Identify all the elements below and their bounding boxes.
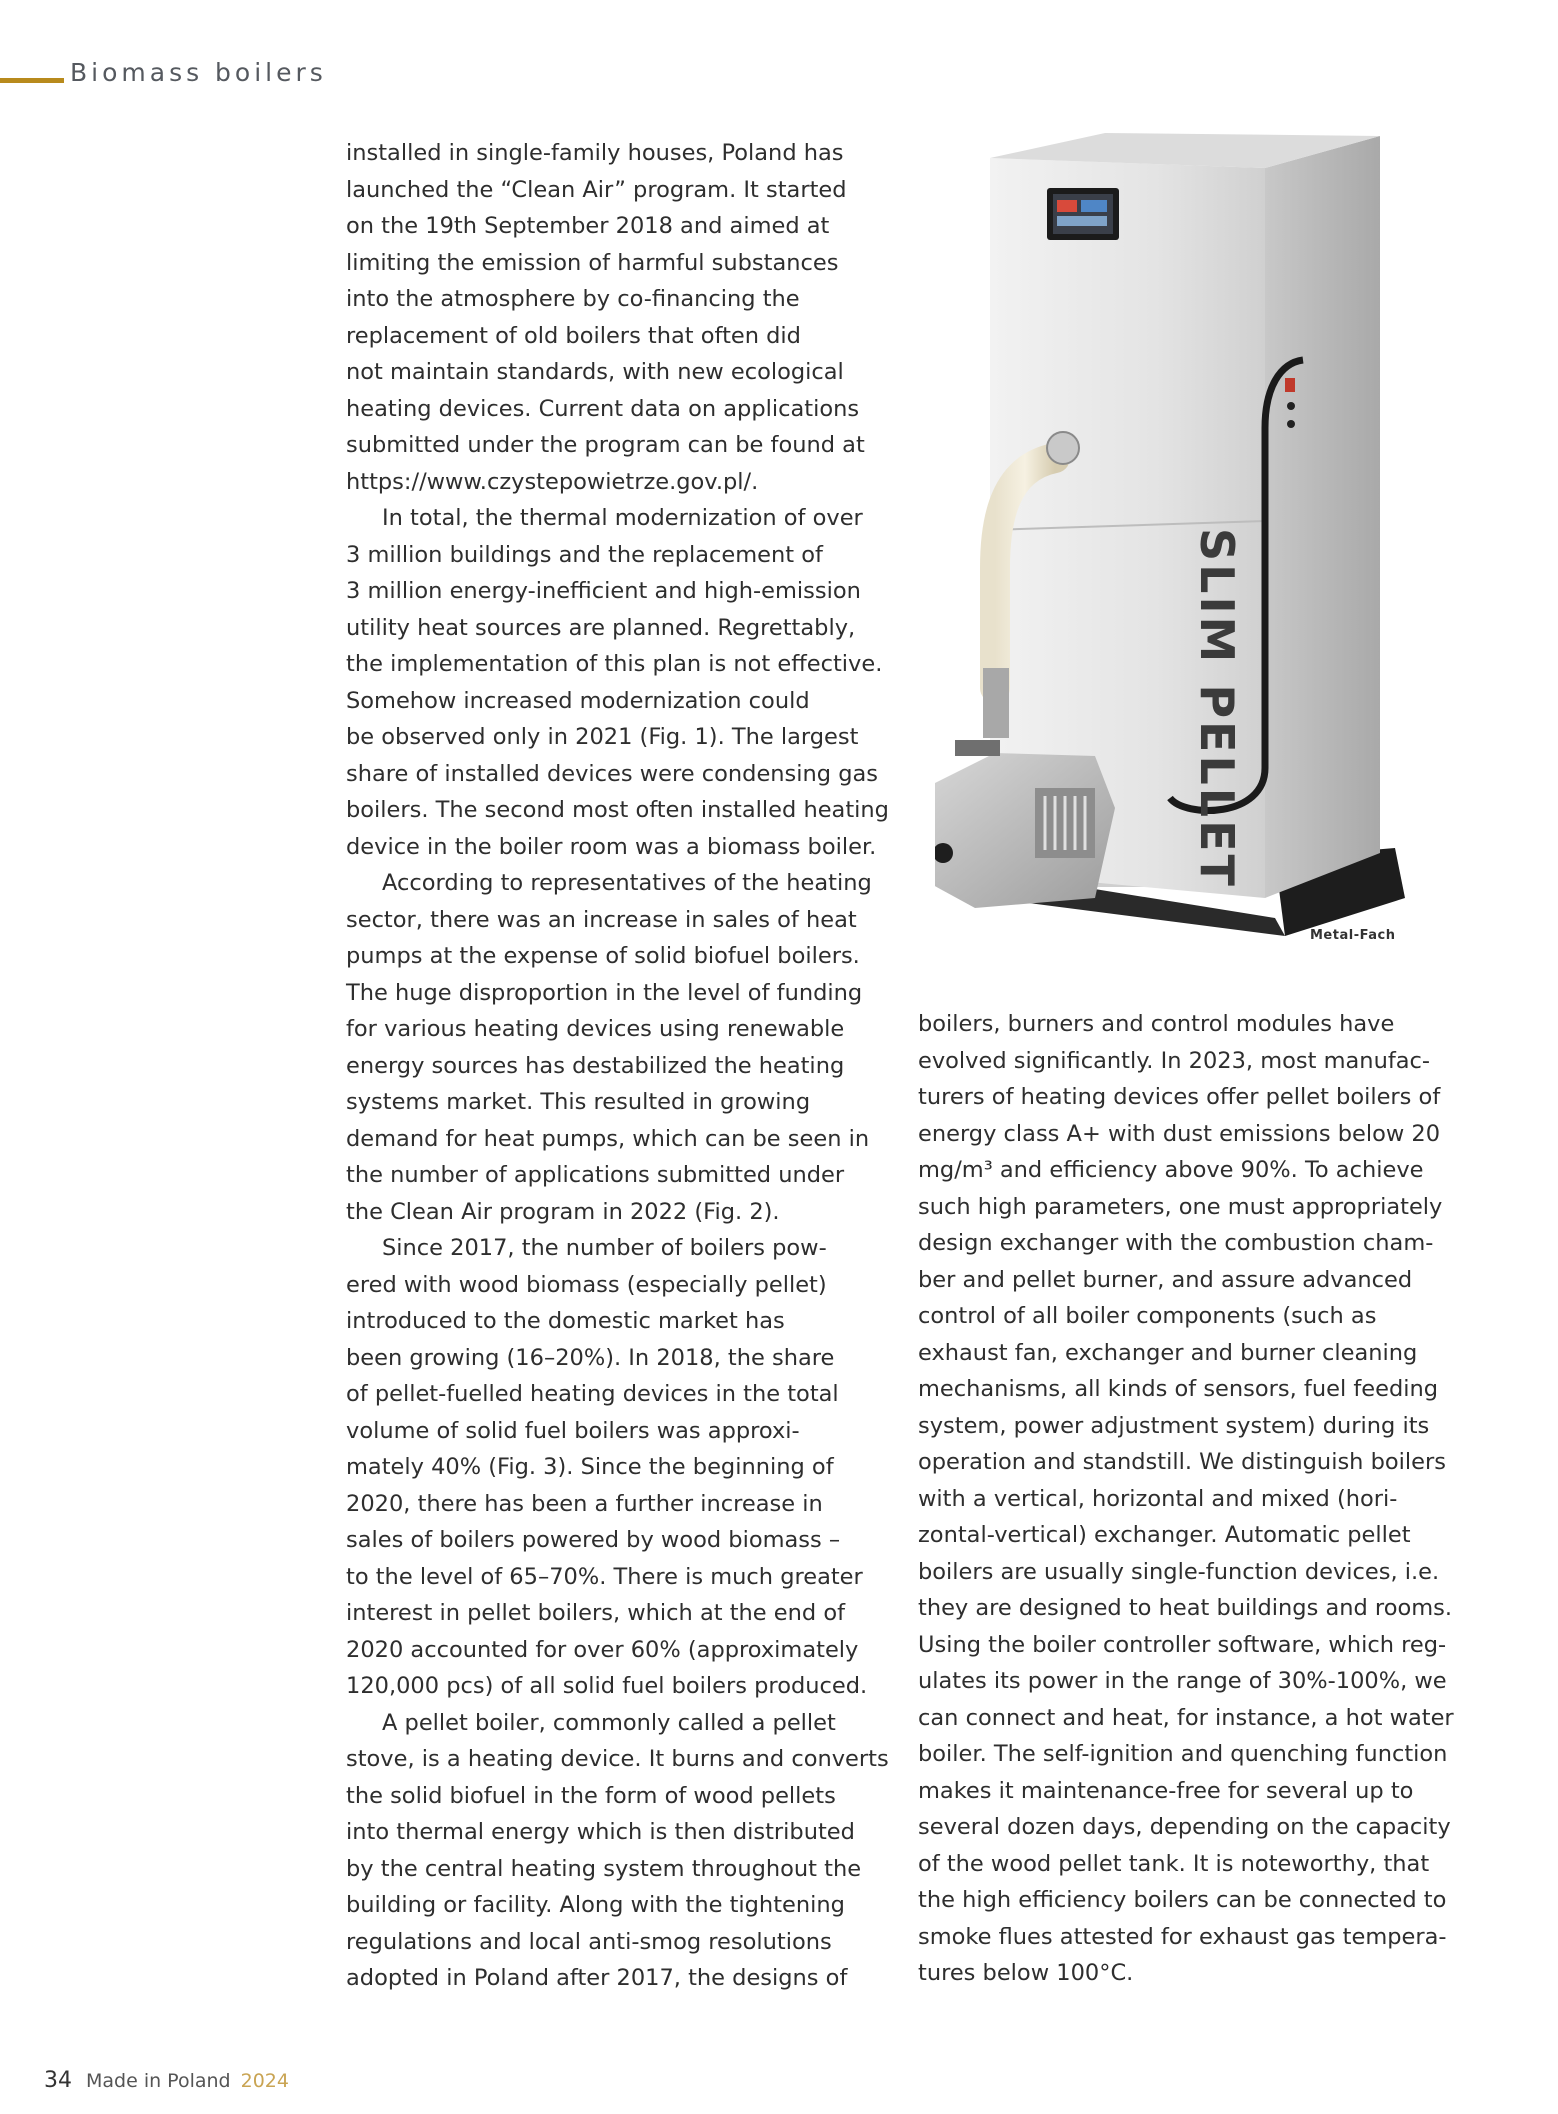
- paragraph: boilers, burners and control modules have evolved significantly. In 2023, most manufac- turers of heating devices offer pellet boilers of energy class A+ with dust emissions below 20 mg/m³ and efficiency above 90%. To achieve such high parameters, one must appropriately design exchanger with the combustion cham- ber and pellet burner, and assure advanced control of all boiler components (such as exhaust fan, exchanger and burner cleaning mechanisms, all kinds of sensors, fuel feeding system, power adjustment system) during its operation and standstill. We distinguish boilers with a vertical, horizontal and mixed (hori- zontal-vertical) exchanger. Automatic pellet boilers are usually single-function devices, i.e. they are designed to heat buildings and rooms. Using the boiler controller software, which reg- ulates its power in the range of 30%-100%, we can connect and heat, for instance, a hot water boiler. The self-ignition and quenching function makes it maintenance-free for several up to several dozen days, depending on the capacity of the wood pellet tank. It is noteworthy, that the high efficiency boilers can be connected to smoke flues attested for exhaust gas tempera- tures below 100°C.: [918, 1011, 1454, 1986]
- right-column: [918, 1006, 1463, 1992]
- left-column: [346, 135, 891, 1997]
- paragraph: A pellet boiler, commonly called a pellet stove, is a heating device. It burns and converts the solid biofuel in the form of wood pellets into thermal energy which is then distributed by the central heating system throughout the building or facility. Along with the tightening regulations and local anti-smog resolutions adopted in Poland after 2017, the designs of: [346, 1709, 889, 1991]
- page-footer: [44, 2068, 289, 2093]
- page-number: 34: [44, 2068, 72, 2093]
- paragraph: Since 2017, the number of boilers pow- ered with wood biomass (especially pellet) introduced to the domestic market has been growing (16–20%). In 2018, the share of pellet-fuelled heating devices in the total volume of solid fuel boilers was approxi- mately 40% (Fig. 3). Since the beginning of 2020, there has been a further increase in sales of boilers powered by wood biomass – to the level of 65–70%. There is much greater interest in pellet boilers, which at the end of 2020 accounted for over 60% (approximately 120,000 pcs) of all solid fuel boilers produced.: [346, 1235, 868, 1699]
- image-credit: Metal-Fach: [1310, 928, 1396, 943]
- paragraph: In total, the thermal modernization of over 3 million buildings and the replacement of 3 million energy-inefficient and high-emission utility heat sources are planned. Regrettably, the implementation of this plan is not effective. Somehow increased modernization could be observed only in 2021 (Fig. 1). The largest share of installed devices were condensing gas boilers. The second most often installed heating device in the boiler room was a biomass boiler.: [346, 505, 889, 860]
- product-label: SLIM PELLET: [1190, 528, 1244, 889]
- paragraph: According to representatives of the heating sector, there was an increase in sales of heat pumps at the expense of solid biofuel boilers. The huge disproportion in the level of funding for various heating devices using renewable energy sources has destabilized the heating systems market. This resulted in growing demand for heat pumps, which can be seen in the number of applications submitted under the Clean Air program in 2022 (Fig. 2).: [346, 870, 872, 1225]
- issue-year: 2024: [240, 2070, 289, 2092]
- boiler-figure: [935, 128, 1435, 938]
- section-accent-rule: [0, 78, 64, 83]
- section-title: Biomass boilers: [70, 58, 327, 87]
- pellet-boiler-image: [935, 128, 1435, 938]
- magazine-title: Made in Poland: [86, 2070, 231, 2092]
- paragraph: installed in single-family houses, Poland has launched the “Clean Air” program. It started on the 19th September 2018 and aimed at limiting the emission of harmful substances into the atmosphere by co-financing the replacement of old boilers that often did not maintain standards, with new ecological heating devices. Current data on applications submitted under the program can be found at https://www.czystepowietrze.gov.pl/.: [346, 140, 865, 495]
